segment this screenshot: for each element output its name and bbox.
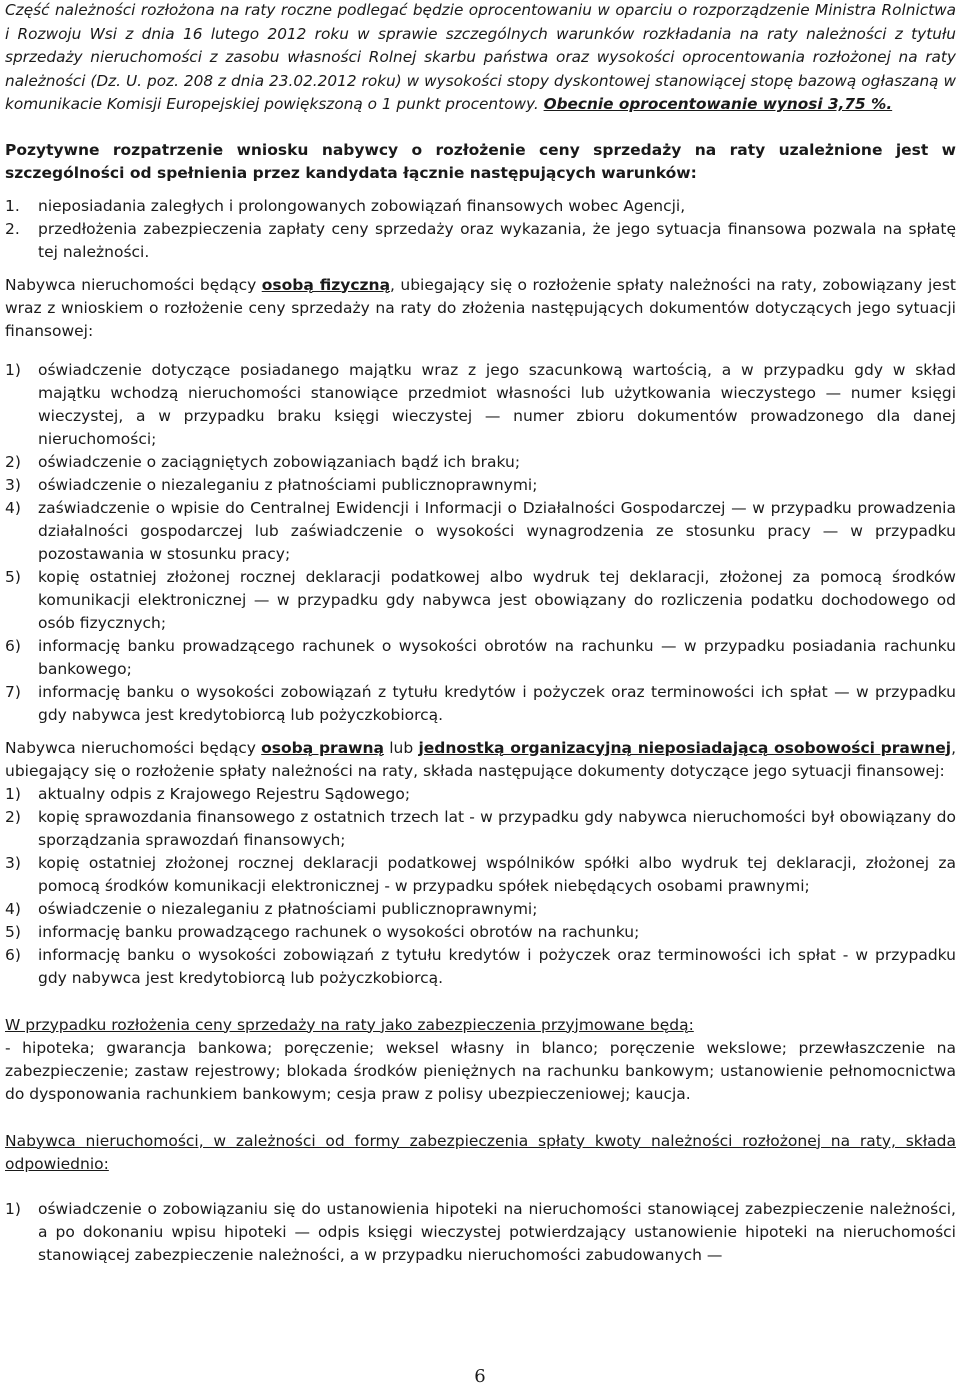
list-item: 2) oświadczenie o zaciągniętych zobowiązaniach bądź ich braku;	[5, 452, 521, 471]
list-item: 7) informację banku o wysokości zobowiązań z tytułu kredytów i pożyczek oraz terminowości ich spłat — w przypadku gdy nabywca jest kredytobiorcą lub pożyczkobiorcą.	[5, 682, 956, 724]
natural-person-documents-list	[5, 359, 956, 727]
list-item: 5) kopię ostatniej złożonej rocznej deklaracji podatkowej albo wydruk tej deklaracji, złożonej za pomocą środków komunikacji elektronicznej — w przypadku gdy nabywca jest obowiązany do rozliczenia podatku dochodowego od osób fizycznych;	[5, 567, 956, 632]
security-documents-list	[5, 1198, 956, 1267]
list-item: 3) kopię ostatniej złożonej rocznej deklaracji podatkowej wspólników spółki albo wydruk tej deklaracji, złożonej za pomocą środków komunikacji elektronicznej - w przypadku spółek niebędących osobami prawnymi;	[5, 853, 956, 895]
interest-text: Część należności rozłożona na raty roczne podlegać będzie oprocentowaniu w oparciu o rozporządzenie Ministra Rolnictwa i Rozwoju Wsi z dnia 16 lutego 2012 roku w sprawie szczególnych warunków rozkładania na raty należności z tytułu sprzedaży nieruchomości z zasobu własności Rolnej skarbu państwa oraz wysokości oprocentowania rozłożonej na raty należności (Dz. U. poz. 208 z dnia 23.02.2012 roku) w wysokości stopy dyskontowej stanowiącej stopę bazową ogłaszaną w komunikacie Komisji Europejskiej powiększoną o 1 punkt procentowy.	[5, 1, 956, 113]
collateral-heading: W przypadku rozłożenia ceny sprzedaży na raty jako zabezpieczenia przyjmowane będą:	[5, 1015, 694, 1034]
collateral-list-text: - hipoteka; gwarancja bankowa; poręczenie; weksel własny in blanco; poręczenie wekslowe; przewłaszczenie na zabezpieczenie; zastaw rejestrowy; blokada środków pieniężnych na rachunku bankowym; ustanowienie pełnomocnictwa do dysponowania rachunkiem bankowym; cesja praw z polisy ubezpieczeniowej; kaucja.	[5, 1038, 956, 1103]
list-item: 1) oświadczenie dotyczące posiadanego majątku wraz z jego szacunkową wartością, a w przypadku gdy w skład majątku wchodzą nieruchomości stanowiące przedmiot własności lub użytkowania wieczystego — numer księgi wieczystej, a w przypadku braku księgi wieczystej — numer zbioru dokumentów prowadzonego dla danej nieruchomości;	[5, 360, 956, 448]
conditions-list	[5, 195, 956, 264]
list-item: 5) informację banku prowadzącego rachunek o wysokości obrotów na rachunku;	[5, 922, 640, 941]
list-item: 2) kopię sprawozdania finansowego z ostatnich trzech lat - w przypadku gdy nabywca nieruchomości był obowiązany do sporządzania sprawozdań finansowych;	[5, 807, 956, 849]
natural-person-paragraph: Nabywca nieruchomości będący osobą fizyczną, ubiegający się o rozłożenie spłaty należności na raty, zobowiązany jest wraz z wnioskiem o rozłożenie ceny sprzedaży na raty do złożenia następujących dokumentów dotyczących jego sytuacji finansowej:	[5, 275, 956, 340]
collateral-section	[5, 1014, 956, 1106]
conditions-intro: Pozytywne rozpatrzenie wniosku nabywcy o rozłożenie ceny sprzedaży na raty uzależnione jest w szczególności od spełnienia przez kandydata łącznie następujących warunków:	[5, 140, 956, 182]
interest-paragraph	[5, 0, 956, 117]
list-item: 4) oświadczenie o niezaleganiu z płatnościami publicznoprawnymi;	[5, 899, 538, 918]
list-item: 6) informację banku prowadzącego rachunek o wysokości obrotów na rachunku — w przypadku posiadania rachunku bankowego;	[5, 636, 956, 678]
security-documents-heading: Nabywca nieruchomości, w zależności od formy zabezpieczenia spłaty kwoty należności rozłożonej na raty, składa odpowiednio:	[5, 1131, 956, 1173]
legal-person-term: osobą prawną	[261, 738, 384, 757]
list-item: 6) informację banku o wysokości zobowiązań z tytułu kredytów i pożyczek oraz terminowości ich spłat - w przypadku gdy nabywca jest kredytobiorcą lub pożyczkobiorcą.	[5, 945, 956, 987]
list-item: 3) oświadczenie o niezaleganiu z płatnościami publicznoprawnymi;	[5, 475, 538, 494]
security-documents-section	[5, 1130, 956, 1267]
page-number: 6	[474, 1366, 486, 1387]
natural-person-term: osobą fizyczną	[261, 275, 391, 294]
list-item: 2. przedłożenia zabezpieczenia zapłaty ceny sprzedaży oraz wykazania, że jego sytuacja finansowa pozwala na spłatę tej należności.	[5, 219, 956, 261]
interest-rate-note: Obecnie oprocentowanie wynosi 3,75 %.	[543, 95, 893, 113]
document-page	[5, 0, 956, 1267]
list-item: 1) aktualny odpis z Krajowego Rejestru Sądowego;	[5, 784, 411, 803]
list-item: 4) zaświadczenie o wpisie do Centralnej Ewidencji i Informacji o Działalności Gospodarczej — w przypadku prowadzenia działalności gospodarczej lub zaświadczenie o wysokości wynagrodzenia ze stosunku pracy — w przypadku pozostawania w stosunku pracy;	[5, 498, 956, 563]
legal-person-paragraph: Nabywca nieruchomości będący osobą prawną lub jednostką organizacyjną nieposiadającą osobowości prawnej, ubiegający się o rozłożenie spłaty należności na raty, składa następujące dokumenty dotyczące jego sytuacji finansowej:	[5, 738, 956, 780]
legal-person-documents-list	[5, 783, 956, 990]
organizational-unit-term: jednostką organizacyjną nieposiadającą osobowości prawnej	[418, 738, 952, 757]
list-item: 1) oświadczenie o zobowiązaniu się do ustanowienia hipoteki na nieruchomości stanowiącej zabezpieczenie należności, a po dokonaniu wpisu hipoteki — odpis księgi wieczystej potwierdzający ustanowienie hipoteki na nieruchomości stanowiącej zabezpieczenie należności, a w przypadku nieruchomości zabudowanych —	[5, 1199, 956, 1264]
list-item: 1. nieposiadania zaległych i prolongowanych zobowiązań finansowych wobec Agencji,	[5, 196, 686, 215]
